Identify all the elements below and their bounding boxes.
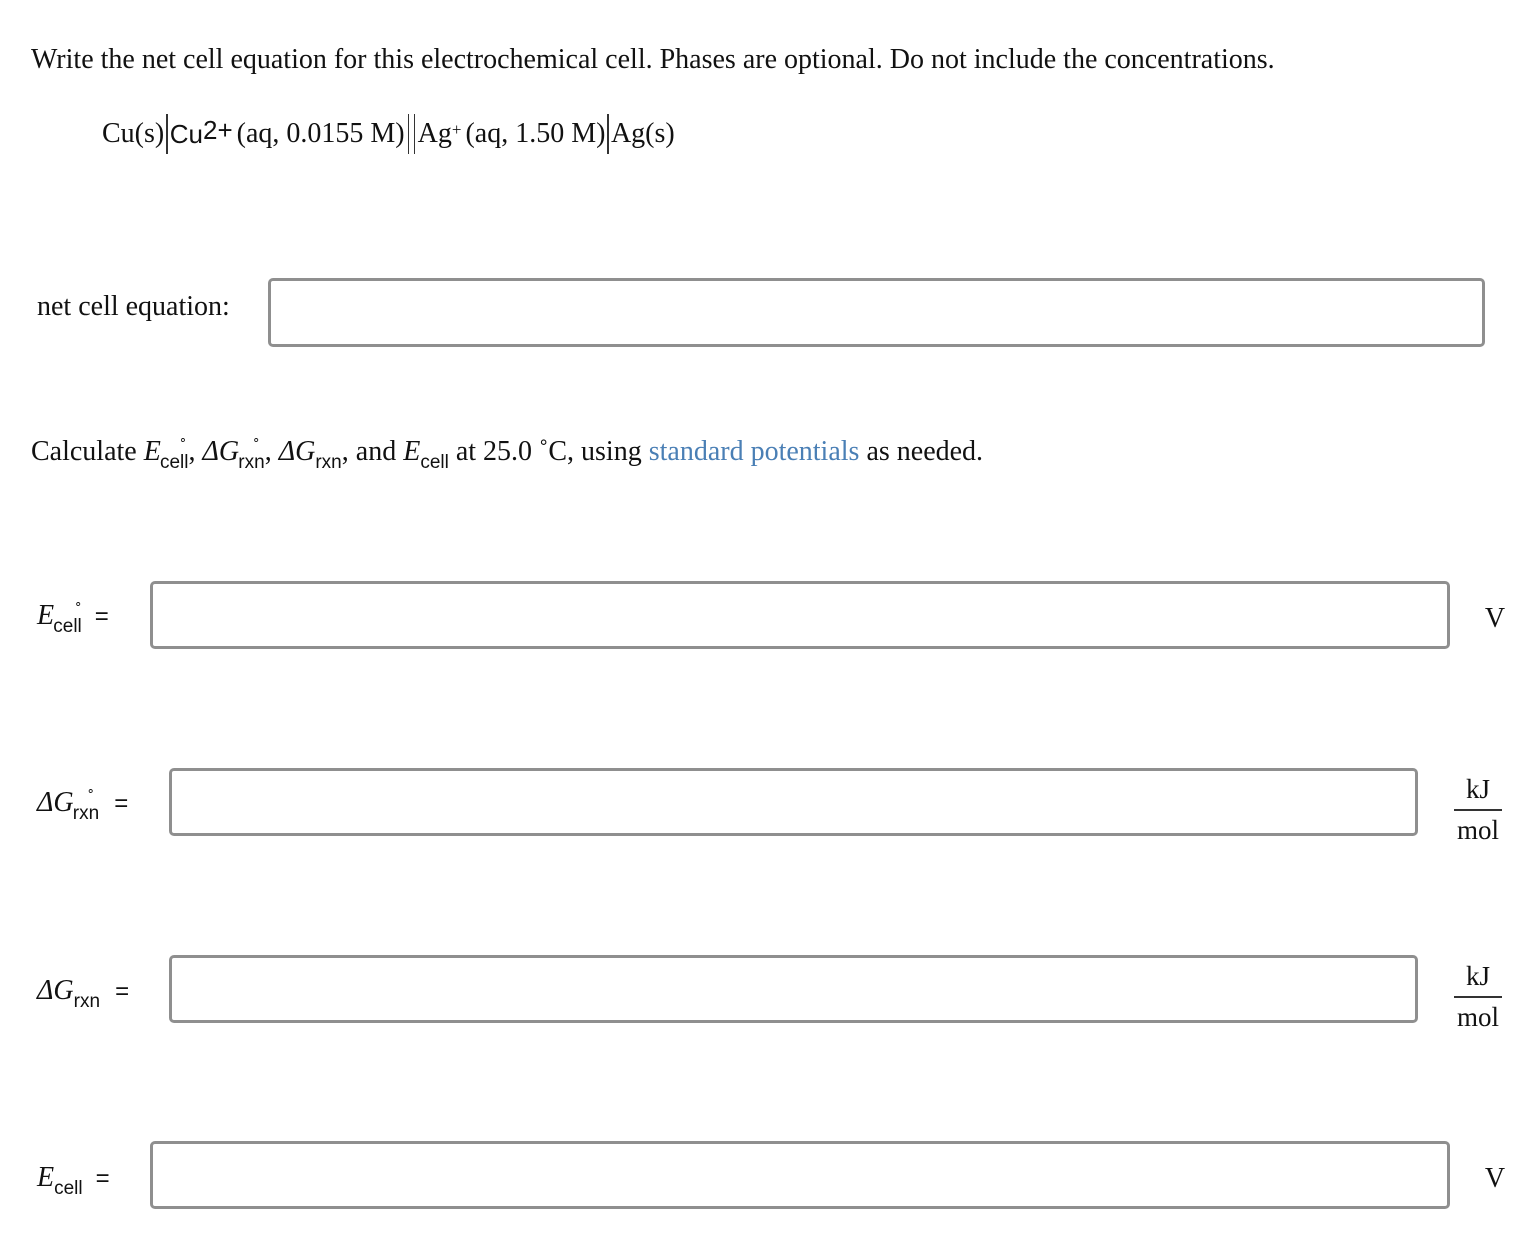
phase-boundary (607, 114, 609, 154)
calc-var-e: E (403, 436, 421, 467)
calc-sub-rxn (238, 432, 265, 473)
label-sub-cell: cell (54, 1178, 83, 1199)
label-sub-cell (53, 596, 83, 637)
unit-denominator: mol (1456, 815, 1499, 845)
e-cell-standard-label (37, 596, 109, 637)
calc-sub-cell (159, 432, 189, 473)
cathode-ion-charge: + (451, 120, 462, 139)
calc-end-text: as needed. (866, 436, 984, 467)
dg-rxn-input[interactable] (169, 955, 1418, 1023)
equals-sign: = (94, 603, 109, 630)
calc-text: Calculate (31, 436, 144, 467)
calc-var-dg: ΔG (278, 436, 316, 467)
calc-sub-rxn: rxn (315, 452, 342, 473)
net-equation-label: net cell equation: (37, 291, 230, 322)
dg-rxn-unit (1454, 963, 1502, 1031)
e-cell-label (37, 1162, 110, 1199)
cathode-ion-conditions: (aq, 1.50 M) (465, 118, 606, 149)
cathode-electrode: Ag(s) (610, 118, 675, 149)
calc-instruction (31, 432, 984, 473)
standard-degree-symbol: ∘ (86, 783, 95, 798)
salt-bridge (408, 114, 415, 154)
label-sub-rxn-text: rxn (72, 803, 100, 824)
cathode-ion: Ag (417, 118, 452, 149)
e-cell-unit: V (1484, 1163, 1506, 1194)
label-var-dg: ΔG (37, 787, 74, 818)
e-cell-standard-input[interactable] (150, 581, 1450, 649)
unit-denominator: mol (1456, 1002, 1499, 1032)
calc-sub-cell-text: cell (159, 452, 189, 473)
e-cell-standard-unit: V (1484, 603, 1506, 634)
dg-rxn-standard-input[interactable] (169, 768, 1418, 836)
equals-sign: = (114, 790, 129, 817)
phase-boundary (166, 114, 168, 154)
calc-comma: , (264, 436, 272, 467)
dg-rxn-standard-label (37, 783, 129, 824)
label-var-e: E (37, 600, 55, 631)
net-equation-input[interactable] (268, 278, 1485, 347)
unit-numerator: kJ (1465, 774, 1490, 804)
label-sub-cell-text: cell (53, 616, 82, 637)
standard-potentials-link[interactable]: standard potentials (648, 436, 860, 467)
label-sub-rxn (72, 783, 100, 824)
unit-numerator: kJ (1465, 961, 1490, 991)
calc-sub-rxn-text: rxn (238, 452, 265, 473)
anode-electrode: Cu(s) (102, 118, 165, 149)
anode-ion-charge: 2+ (202, 114, 233, 145)
anode-ion: Cu (169, 118, 203, 149)
calc-var-dg: ΔG (202, 436, 240, 467)
e-cell-input[interactable] (150, 1141, 1450, 1209)
standard-degree-symbol: ∘ (74, 596, 83, 611)
label-var-dg: ΔG (37, 975, 74, 1006)
calc-conditions-text: at 25.0 ˚C, using (455, 436, 642, 467)
calc-and: and (355, 436, 397, 467)
standard-degree-symbol: ∘ (252, 432, 261, 447)
anode-ion-conditions: (aq, 0.0155 M) (236, 118, 405, 149)
calc-sub-cell: cell (420, 452, 449, 473)
label-var-e: E (37, 1162, 55, 1193)
cell-notation (102, 114, 675, 154)
standard-degree-symbol: ∘ (178, 432, 187, 447)
equals-sign: = (95, 1165, 110, 1192)
calc-comma: , (341, 436, 349, 467)
question-prompt: Write the net cell equation for this electrochemical cell. Phases are optional. Do not include the concentrations. (31, 44, 1275, 75)
label-sub-rxn: rxn (73, 991, 101, 1012)
dg-rxn-label (37, 975, 130, 1012)
dg-rxn-standard-unit (1454, 776, 1502, 844)
equals-sign: = (115, 978, 130, 1005)
calc-var-e: E (143, 436, 161, 467)
calc-comma: , (188, 436, 196, 467)
